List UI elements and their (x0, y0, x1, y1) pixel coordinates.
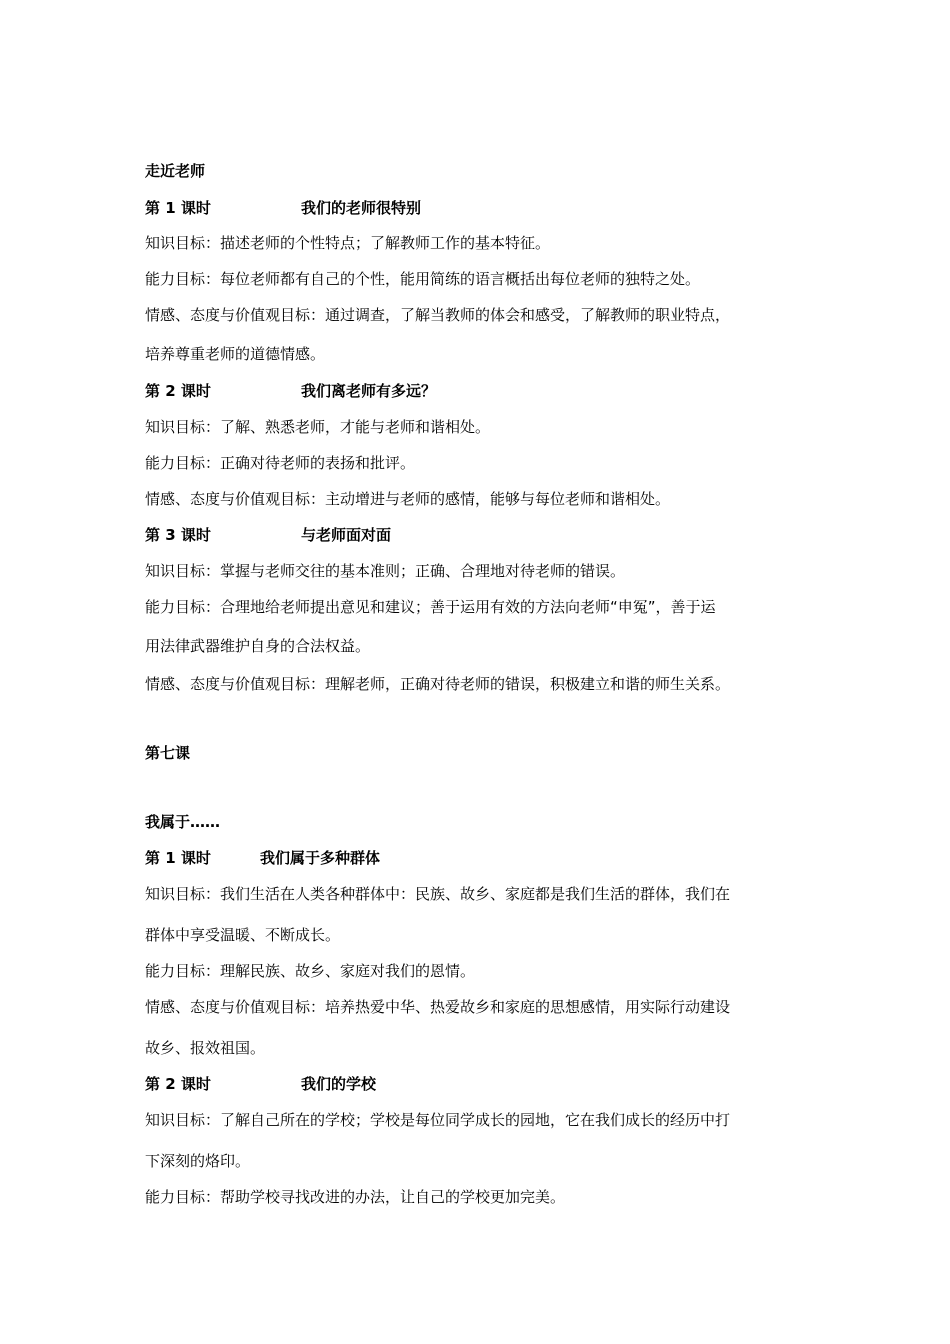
objective-line: 知识目标：描述老师的个性特点；了解教师工作的基本特征。 (145, 234, 551, 252)
unit7-heading: 第七课 (145, 744, 191, 762)
lesson-name: 我们的老师很特别 (301, 199, 422, 217)
objective-line: 知识目标：我们生活在人类各种群体中：民族、故乡、家庭都是我们生活的群体，我们在 (145, 885, 731, 903)
objective-line: 培养尊重老师的道德情感。 (145, 345, 326, 363)
lesson-heading (145, 848, 380, 868)
objective-line: 情感、态度与价值观目标：理解老师，正确对待老师的错误，积极建立和谐的师生关系。 (145, 675, 731, 693)
objective-line: 知识目标：了解、熟悉老师，才能与老师和谐相处。 (145, 418, 491, 436)
lesson-number: 第 1 课时 (145, 199, 211, 217)
objective-line: 能力目标：合理地给老师提出意见和建议；善于运用有效的方法向老师“申冤”，善于运 (145, 598, 716, 616)
objective-line: 知识目标：了解自己所在的学校；学校是每位同学成长的园地，它在我们成长的经历中打 (145, 1111, 731, 1129)
objective-line: 能力目标：帮助学校寻找改进的办法，让自己的学校更加完美。 (145, 1188, 566, 1206)
lesson-heading (145, 525, 391, 545)
unit6-title: 走近老师 (145, 162, 206, 180)
lesson-name: 我们的学校 (301, 1075, 377, 1093)
objective-line: 能力目标：每位老师都有自己的个性，能用简练的语言概括出每位老师的独特之处。 (145, 270, 701, 288)
lesson-name: 与老师面对面 (301, 526, 392, 544)
objective-line: 情感、态度与价值观目标：培养热爱中华、热爱故乡和家庭的思想感情，用实际行动建设 (145, 998, 731, 1016)
objective-line: 能力目标：理解民族、故乡、家庭对我们的恩情。 (145, 962, 476, 980)
objective-line: 情感、态度与价值观目标：主动增进与老师的感情，能够与每位老师和谐相处。 (145, 490, 671, 508)
objective-line: 情感、态度与价值观目标：通过调查，了解当教师的体会和感受，了解教师的职业特点， (145, 306, 731, 324)
lesson-name: 我们离老师有多远？ (301, 382, 437, 400)
objective-line: 知识目标：掌握与老师交往的基本准则；正确、合理地对待老师的错误。 (145, 562, 626, 580)
objective-line: 故乡、报效祖国。 (145, 1039, 266, 1057)
objective-line: 下深刻的烙印。 (145, 1152, 251, 1170)
lesson-number: 第 3 课时 (145, 526, 211, 544)
lesson-number: 第 2 课时 (145, 1075, 211, 1093)
objective-line: 用法律武器维护自身的合法权益。 (145, 637, 371, 655)
lesson-number: 第 2 课时 (145, 382, 211, 400)
lesson-heading (145, 381, 436, 401)
lesson-number: 第 1 课时 (145, 849, 211, 867)
lesson-name: 我们属于多种群体 (260, 849, 381, 867)
unit7-title: 我属于…… (145, 813, 221, 831)
lesson-heading (145, 1074, 376, 1094)
objective-line: 能力目标：正确对待老师的表扬和批评。 (145, 454, 416, 472)
objective-line: 群体中享受温暖、不断成长。 (145, 926, 341, 944)
lesson-heading (145, 198, 421, 218)
